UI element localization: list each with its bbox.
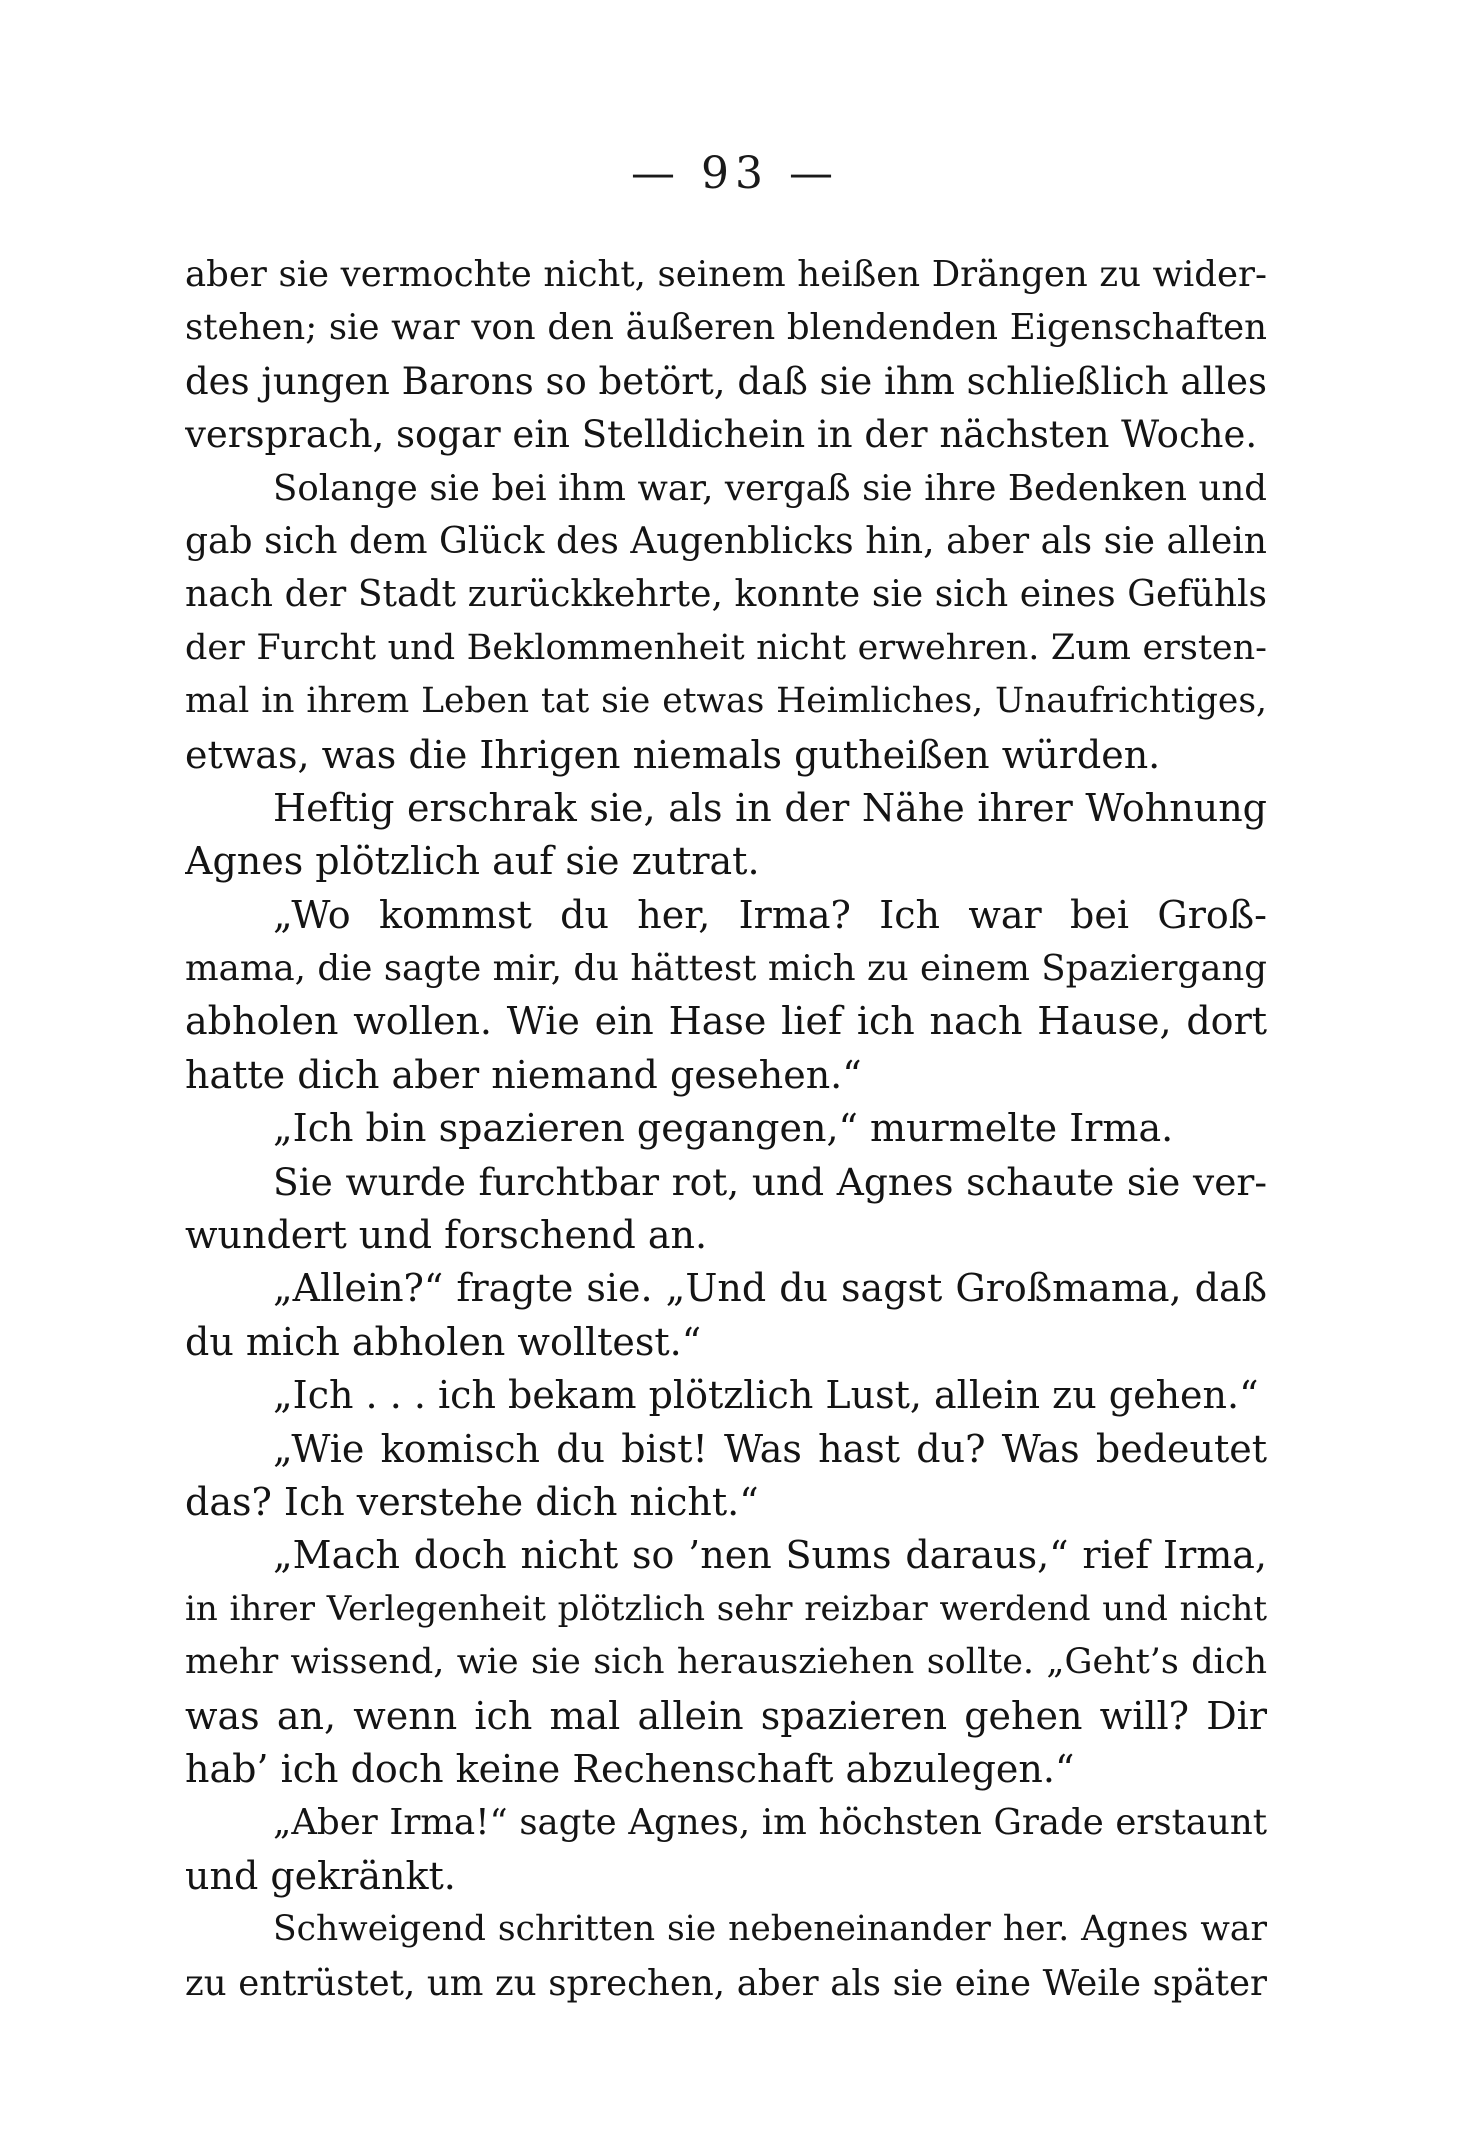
- page-number: — 93 —: [631, 148, 839, 199]
- body-text: [185, 248, 1267, 2010]
- text-line: mama, die sagte mir, du hättest mich zu einem Spaziergang: [185, 948, 1267, 990]
- text-line: „Wo kommst du her, Irma? Ich war bei Groß-: [273, 892, 1267, 937]
- text-line: „Allein?“ fragte sie. „Und du sagst Großmama, daß: [273, 1266, 1267, 1311]
- text-line: stehen; sie war von den äußeren blendenden Eigenschaften: [185, 307, 1267, 349]
- text-line: und gekränkt.: [185, 1853, 456, 1898]
- text-line: was an, wenn ich mal allein spazieren gehen will? Dir: [185, 1693, 1267, 1738]
- text-line: nach der Stadt zurückkehrte, konnte sie sich eines Gefühls: [185, 574, 1267, 616]
- text-line: mal in ihrem Leben tat sie etwas Heimliches, Unaufrichtiges,: [185, 681, 1267, 722]
- text-line: hab’ ich doch keine Rechenschaft abzulegen.“: [185, 1746, 1075, 1791]
- text-line: abholen wollen. Wie ein Hase lief ich nach Hause, dort: [185, 999, 1267, 1044]
- text-line: der Furcht und Beklommenheit nicht erwehren. Zum ersten-: [185, 627, 1267, 668]
- text-line: mehr wissend, wie sie sich herausziehen sollte. „Geht’s dich: [185, 1642, 1267, 1683]
- text-line: gab sich dem Glück des Augenblicks hin, aber als sie allein: [185, 520, 1267, 562]
- text-line: des jungen Barons so betört, daß sie ihm schließlich alles: [185, 359, 1267, 403]
- text-line: in ihrer Verlegenheit plötzlich sehr reizbar werdend und nicht: [185, 1588, 1267, 1629]
- text-line: hatte dich aber niemand gesehen.“: [185, 1052, 862, 1097]
- text-line: aber sie vermochte nicht, seinem heißen Drängen zu wider-: [185, 254, 1267, 295]
- text-line: „Ich bin spazieren gegangen,“ murmelte Irma.: [273, 1106, 1174, 1151]
- text-line: zu entrüstet, um zu sprechen, aber als sie eine Weile später: [185, 1962, 1267, 2004]
- text-line: versprach, sogar ein Stelldichein in der nächsten Woche.: [185, 413, 1258, 457]
- text-line: Schweigend schritten sie nebeneinander her. Agnes war: [273, 1909, 1267, 1950]
- text-line: wundert und forschend an.: [185, 1213, 708, 1258]
- text-line: Heftig erschrak sie, als in der Nähe ihrer Wohnung: [273, 785, 1267, 830]
- text-line: etwas, was die Ihrigen niemals gutheißen würden.: [185, 732, 1161, 777]
- text-line: Solange sie bei ihm war, vergaß sie ihre Bedenken und: [273, 467, 1267, 509]
- text-line: „Wie komisch du bist! Was hast du? Was bedeutet: [273, 1426, 1267, 1471]
- text-line: du mich abholen wolltest.“: [185, 1319, 702, 1364]
- text-line: das? Ich verstehe dich nicht.“: [185, 1479, 759, 1524]
- text-line: „Mach doch nicht so ’nen Sums daraus,“ rief Irma,: [273, 1533, 1267, 1578]
- text-line: „Aber Irma!“ sagte Agnes, im höchsten Grade erstaunt: [273, 1802, 1267, 1844]
- text-line: „Ich . . . ich bekam plötzlich Lust, allein zu gehen.“: [273, 1373, 1259, 1418]
- text-line: Agnes plötzlich auf sie zutrat.: [185, 839, 760, 884]
- text-line: Sie wurde furchtbar rot, und Agnes schaute sie ver-: [273, 1159, 1267, 1204]
